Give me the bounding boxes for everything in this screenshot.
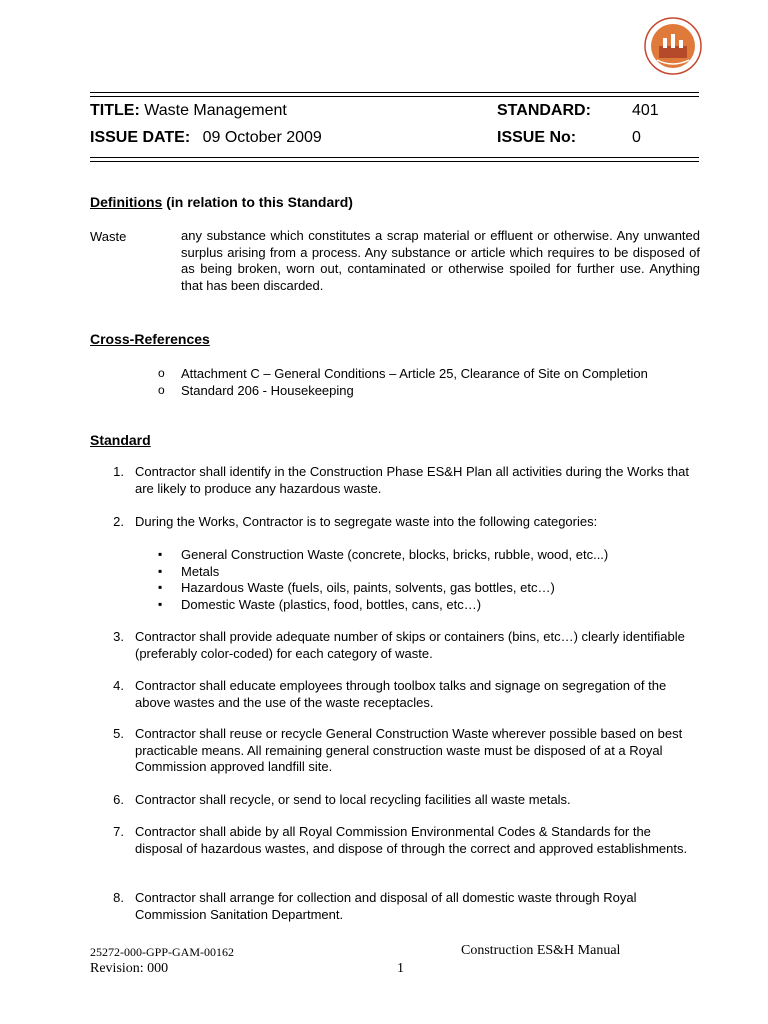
issue-date-label: ISSUE DATE: <box>90 129 191 146</box>
square-bullet-icon: ▪ <box>158 547 163 561</box>
issue-date-value: 09 October 2009 <box>202 129 322 146</box>
standard-label: STANDARD: <box>497 102 591 119</box>
footer-page-number: 1 <box>397 961 404 976</box>
footer-revision: Revision: 000 <box>90 961 169 976</box>
square-bullet-icon: ▪ <box>158 580 163 594</box>
header-top-rule-2 <box>90 96 699 97</box>
standard-value: 401 <box>632 102 659 119</box>
definitions-heading: Definitions (in relation to this Standard) <box>90 194 353 210</box>
definition-text: any substance which constitutes a scrap material or effluent or otherwise. Any unwanted surplus arising from a process. Any substance or article which requires to be disposed of as being broken, worn out, contaminated or otherwise spoiled for further use. Anything that has been discarded. <box>181 228 700 293</box>
issue-no-value: 0 <box>632 129 641 146</box>
circle-bullet-icon: o <box>158 366 165 380</box>
title-row <box>90 101 287 121</box>
square-bullet-icon: ▪ <box>158 564 163 578</box>
circle-bullet-icon: o <box>158 383 165 397</box>
issue-no-label: ISSUE No: <box>497 129 577 146</box>
header-bottom-rule <box>90 157 699 158</box>
definition-term: Waste <box>90 229 127 244</box>
cross-references-heading: Cross-References <box>90 331 210 347</box>
footer-manual-title: Construction ES&H Manual <box>461 943 621 958</box>
title-value: Waste Management <box>144 102 287 119</box>
title-label: TITLE: <box>90 102 140 119</box>
header-bottom-rule-2 <box>90 161 699 162</box>
standard-heading: Standard <box>90 432 151 448</box>
square-bullet-icon: ▪ <box>158 597 163 611</box>
header-top-rule <box>90 92 699 93</box>
footer-doc-number: 25272-000-GPP-GAM-00162 <box>90 945 234 959</box>
issue-date-row <box>90 128 322 148</box>
royal-commission-logo <box>643 16 703 76</box>
